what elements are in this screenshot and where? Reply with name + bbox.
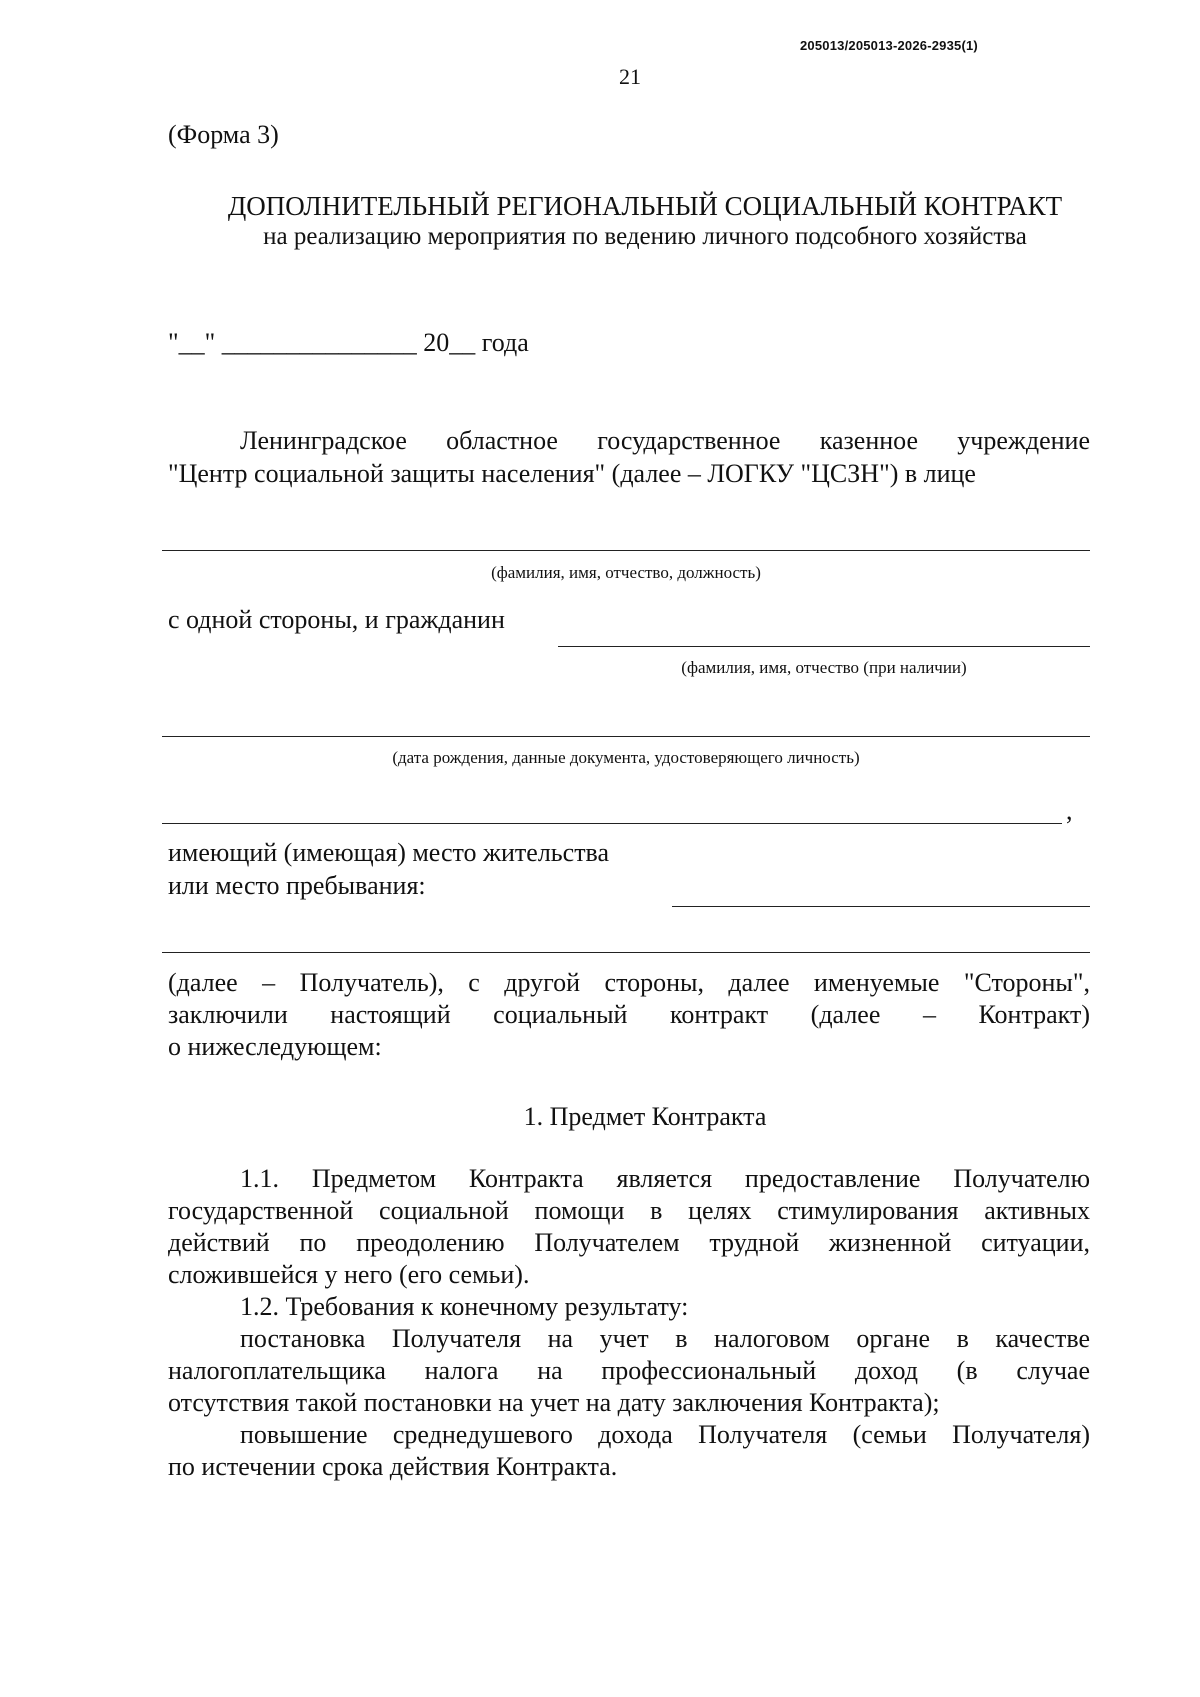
one-side-text: с одной стороны, и гражданин bbox=[168, 605, 505, 634]
birth-caption: (дата рождения, данные документа, удостоверяющего личность) bbox=[392, 748, 860, 767]
document-subtitle: на реализацию мероприятия по ведению личного подсобного хозяйства bbox=[263, 223, 1027, 250]
p11-line-3: действий по преодолению Получателем трудной жизненной ситуации, bbox=[168, 1228, 1090, 1257]
section-1-heading: 1. Предмет Контракта bbox=[523, 1102, 767, 1131]
residence-address-line bbox=[672, 906, 1090, 907]
req1-line-1: постановка Получателя на учет в налоговом органе в качестве bbox=[240, 1324, 1090, 1353]
p11-line-1: 1.1. Предметом Контракта является предоставление Получателю bbox=[240, 1164, 1090, 1193]
recipient-line-3: о нижеследующем: bbox=[168, 1032, 382, 1061]
continuation-line bbox=[162, 823, 1062, 824]
req2-line-2: по истечении срока действия Контракта. bbox=[168, 1452, 618, 1481]
recipient-line-1: (далее – Получатель), с другой стороны, далее именуемые "Стороны", bbox=[168, 968, 1090, 997]
official-caption: (фамилия, имя, отчество, должность) bbox=[491, 563, 761, 582]
official-name-line bbox=[162, 550, 1090, 551]
form-label: (Форма 3) bbox=[168, 120, 279, 149]
citizen-caption: (фамилия, имя, отчество (при наличии) bbox=[681, 658, 967, 677]
p11-line-2: государственной социальной помощи в целях стимулирования активных bbox=[168, 1196, 1090, 1225]
comma: , bbox=[1066, 796, 1073, 825]
residence-line-1: имеющий (имеющая) место жительства bbox=[168, 838, 610, 867]
recipient-line-2: заключили настоящий социальный контракт (далее – Контракт) bbox=[168, 1000, 1090, 1029]
citizen-name-line bbox=[558, 646, 1090, 647]
req2-line-1: повышение среднедушевого дохода Получателя (семьи Получателя) bbox=[240, 1420, 1090, 1449]
date-line: "__" _______________ 20__ года bbox=[168, 328, 529, 357]
req1-line-2: налогоплательщика налога на профессиональный доход (в случае bbox=[168, 1356, 1090, 1385]
birth-document-line bbox=[162, 736, 1090, 737]
req1-line-3: отсутствия такой постановки на учет на дату заключения Контракта); bbox=[168, 1388, 940, 1417]
p11-line-4: сложившейся у него (его семьи). bbox=[168, 1260, 530, 1289]
intro-line-1: Ленинградское областное государственное казенное учреждение bbox=[240, 426, 1090, 455]
document-title: ДОПОЛНИТЕЛЬНЫЙ РЕГИОНАЛЬНЫЙ СОЦИАЛЬНЫЙ КОНТРАКТ bbox=[227, 191, 1063, 221]
residence-line-2: или место пребывания: bbox=[168, 871, 426, 900]
document-id: 205013/205013-2026-2935(1) bbox=[800, 38, 978, 53]
residence-address-line-2 bbox=[162, 952, 1090, 953]
page-number: 21 bbox=[619, 64, 641, 89]
intro-line-2: "Центр социальной защиты населения" (далее – ЛОГКУ "ЦСЗН") в лице bbox=[168, 459, 976, 488]
p12-text: 1.2. Требования к конечному результату: bbox=[240, 1292, 689, 1321]
